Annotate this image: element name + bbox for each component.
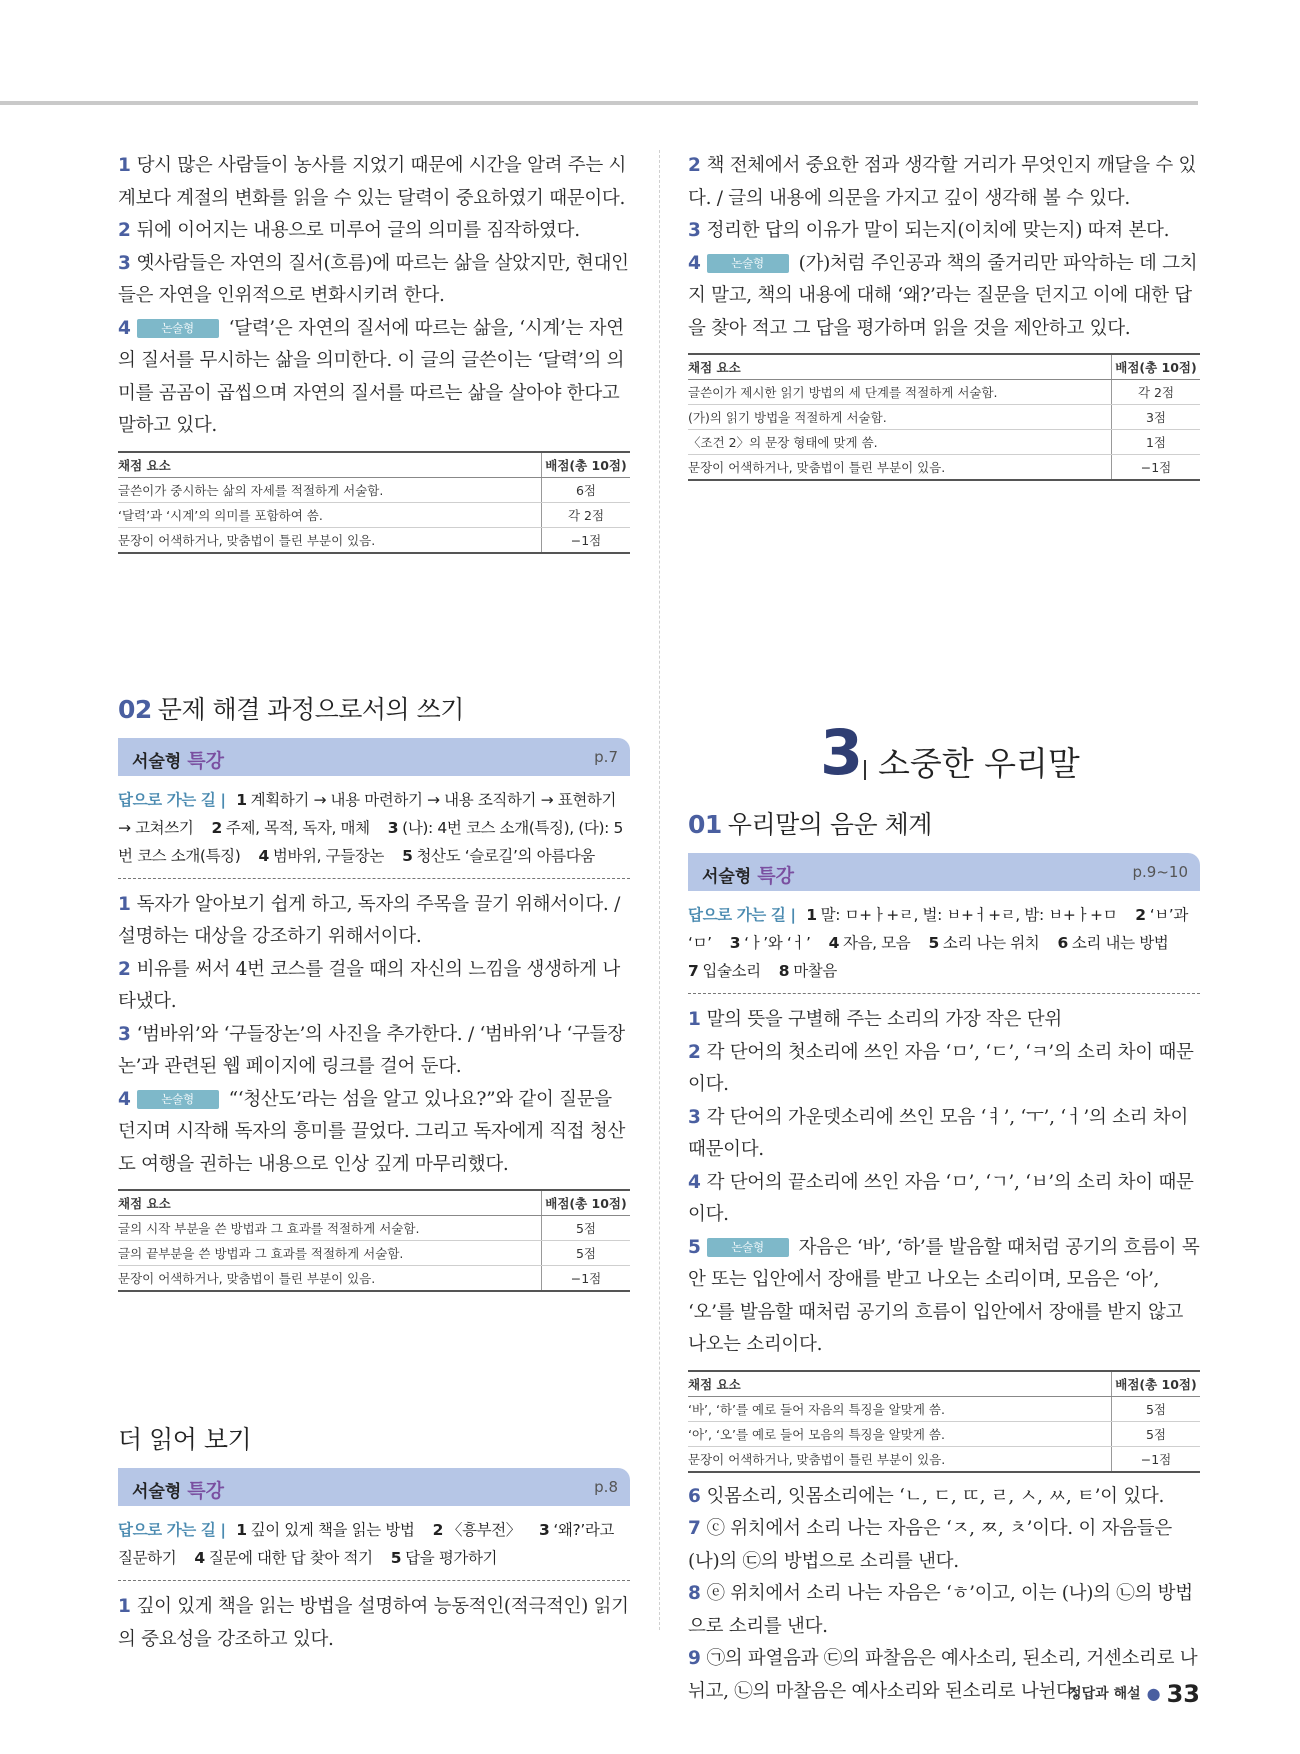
answer-1: 1 깊이 있게 책을 읽는 방법을 설명하여 능동적인(적극적인) 읽기의 중요성을 강조하고 있다.	[118, 1596, 629, 1650]
answer-5: 5 논술형 자음은 ‘바’, ‘하’를 발음할 때처럼 공기의 흐름이 목안 또는 입안에서 장애를 받고 나오는 소리이며, 모음은 ‘아’, ‘오’를 발음할 때처럼 공기의 흐름이 입안에서 장애를 받지 않고 나오는 소리이다.	[688, 1236, 1200, 1355]
page-ref: p.8	[594, 1478, 618, 1496]
unit-title-separator	[864, 760, 866, 780]
answer-2: 2 각 단어의 첫소리에 쓰인 자음 ‘ㅁ’, ‘ㄷ’, ‘ㅋ’의 소리 차이 때문이다.	[688, 1041, 1194, 1095]
answer-1: 1 당시 많은 사람들이 농사를 지었기 때문에 시간을 알려 주는 시계보다 계절의 변화를 읽을 수 있는 달력이 중요하였기 때문이다.	[118, 155, 627, 209]
answer-4: 4 논술형 (가)처럼 주인공과 책의 줄거리만 파악하는 데 그치지 말고, 책의 내용에 대해 ‘왜?’라는 질문을 던지고 이에 대한 답을 찾아 적고 그 답을 평가하며 읽을 것을 제안하고 있다.	[688, 252, 1198, 339]
column-divider	[659, 150, 660, 1630]
table-row: 문장이 어색하거나, 맞춤법이 틀린 부분이 있음. −1점	[118, 527, 630, 553]
table-row: (가)의 읽기 방법을 적절하게 서술함. 3점	[688, 405, 1200, 430]
score-table: 채점 요소 배점(총 10점) 글쓴이가 제시한 읽기 방법의 세 단계를 적절하게 서술함. 각 2점 (가)의 읽기 방법을 적절하게 서술함. 3점 〈조건 2〉의 문장 형태에 맞게 씀. 1점 문장이 어색하거나, 맞춤법이 틀린 부분이 있음. −1점	[688, 353, 1200, 481]
table-row: 〈조건 2〉의 문장 형태에 맞게 씀. 1점	[688, 430, 1200, 455]
left-column	[118, 150, 630, 1656]
answer-3: 3 정리한 답의 이유가 말이 되는지(이치에 맞는지) 따져 본다.	[688, 220, 1170, 241]
table-row: ‘달력’과 ‘시계’의 의미를 포함하여 씀. 각 2점	[118, 502, 630, 527]
section-bar: 서술형 특강 p.8	[118, 1468, 630, 1506]
essay-badge: 논술형	[707, 254, 789, 273]
table-row: 글쓴이가 제시한 읽기 방법의 세 단계를 적절하게 서술함. 각 2점	[688, 380, 1200, 405]
page-ref: p.7	[594, 747, 618, 766]
table-row: 문장이 어색하거나, 맞춤법이 틀린 부분이 있음. −1점	[688, 1446, 1200, 1472]
answer-4: 4 논술형 “‘청산도’라는 섬을 알고 있나요?”와 같이 질문을 던지며 시작해 독자의 흥미를 끌었다. 그리고 독자에게 직접 청산도 여행을 권하는 내용으로 인상 깊게 마무리했다.	[118, 1088, 626, 1175]
answer-6: 6 잇몸소리, 잇몸소리에는 ‘ㄴ, ㄷ, ㄸ, ㄹ, ㅅ, ㅆ, ㅌ’이 있다.	[688, 1485, 1165, 1507]
table-row: 글쓴이가 중시하는 삶의 자세를 적절하게 서술함. 6점	[118, 477, 630, 502]
answer-2: 2 뒤에 이어지는 내용으로 미루어 글의 의미를 짐작하였다.	[118, 220, 580, 241]
answer-4: 4 논술형 ‘달력’은 자연의 질서에 따르는 삶을, ‘시계’는 자연의 질서를 무시하는 삶을 의미한다. 이 글의 글쓴이는 ‘달력’의 의미를 곰곰이 곱씹으며 자연의 질서를 따르는 삶을 살아야 한다고 말하고 있다.	[118, 317, 625, 436]
page-footer	[1068, 1680, 1200, 1708]
answer-guide: 답으로 가는 길 | 1 깊이 있게 책을 읽는 방법 2 〈흥부전〉 3 ‘왜?’라고 질문하기 4 질문에 대한 답 찾아 적기 5 답을 평가하기	[118, 1521, 614, 1567]
dashed-divider	[688, 993, 1200, 994]
dashed-divider	[118, 878, 630, 879]
top-rule	[0, 101, 1198, 105]
answer-guide: 답으로 가는 길 | 1 말: ㅁ+ㅏ+ㄹ, 벌: ㅂ+ㅓ+ㄹ, 밤: ㅂ+ㅏ+ㅁ 2 ‘ㅂ’과 ‘ㅁ’ 3 ‘ㅏ’와 ‘ㅓ’ 4 자음, 모음 5 소리 나는 위치 6 소리 내는 방법 7 입술소리 8 마찰음	[688, 906, 1188, 980]
answer-2: 2 책 전체에서 중요한 점과 생각할 거리가 무엇인지 깨달을 수 있다. / 글의 내용에 의문을 가지고 깊이 생각해 볼 수 있다.	[688, 155, 1197, 209]
page-ref: p.9~10	[1132, 863, 1188, 881]
answer-7: 7 ⓒ 위치에서 소리 나는 자음은 ‘ㅈ, ㅉ, ㅊ’이다. 이 자음들은 (나)의 ㉢의 방법으로 소리를 낸다.	[688, 1518, 1172, 1572]
right-column	[688, 150, 1200, 1708]
answer-3: 3 ‘범바위’와 ‘구들장논’의 사진을 추가한다. / ‘범바위’나 ‘구들장논’과 관련된 웹 페이지에 링크를 걸어 둔다.	[118, 1023, 625, 1077]
table-row: 문장이 어색하거나, 맞춤법이 틀린 부분이 있음. −1점	[118, 1266, 630, 1292]
table-row: 문장이 어색하거나, 맞춤법이 틀린 부분이 있음. −1점	[688, 455, 1200, 481]
answer-3: 3 각 단어의 가운뎃소리에 쓰인 모음 ‘ㅕ’, ‘ㅜ’, ‘ㅓ’의 소리 차이 때문이다.	[688, 1106, 1189, 1160]
essay-badge: 논술형	[707, 1238, 789, 1257]
essay-badge: 논술형	[137, 1090, 219, 1109]
answer-4: 4 각 단어의 끝소리에 쓰인 자음 ‘ㅁ’, ‘ㄱ’, ‘ㅂ’의 소리 차이 때문이다.	[688, 1171, 1194, 1225]
answer-2: 2 비유를 써서 4번 코스를 걸을 때의 자신의 느낌을 생생하게 나타냈다.	[118, 958, 620, 1012]
section-title-02: 02 문제 해결 과정으로서의 쓰기	[118, 694, 464, 724]
table-row: 글의 끝부분을 쓴 방법과 그 효과를 적절하게 서술함. 5점	[118, 1241, 630, 1266]
section-title-more: 더 읽어 보기	[118, 1425, 252, 1454]
answer-3: 3 옛사람들은 자연의 질서(흐름)에 따르는 삶을 살았지만, 현대인들은 자연을 인위적으로 변화시키려 한다.	[118, 252, 629, 306]
answer-9: 9 ㉠의 파열음과 ㉢의 파찰음은 예사소리, 된소리, 거센소리로 나뉘고, ㉡의 마찰음은 예사소리와 된소리로 나뉜다.	[688, 1648, 1198, 1702]
answer-8: 8 ⓔ 위치에서 소리 나는 자음은 ‘ㅎ’이고, 이는 (나)의 ㉡의 방법으로 소리를 낸다.	[688, 1583, 1193, 1637]
dashed-divider	[118, 1580, 630, 1581]
section-bar: 서술형 특강 p.9~10	[688, 853, 1200, 891]
footer-label: 정답과 해설	[1068, 1686, 1141, 1702]
table-row: ‘아’, ‘오’를 예로 들어 모음의 특징을 알맞게 씀. 5점	[688, 1421, 1200, 1446]
answer-guide: 답으로 가는 길 | 1 계획하기 → 내용 마련하기 → 내용 조직하기 → 표현하기 → 고쳐쓰기 2 주제, 목적, 독자, 매체 3 (나): 4번 코스 소개(특징), (다): 5번 코스 소개(특징) 4 범바위, 구들장논 5 청산도 ‘슬로길’의 아름다움	[118, 790, 623, 865]
answer-1: 1 독자가 알아보기 쉽게 하고, 독자의 주목을 끌기 위해서이다. / 설명하는 대상을 강조하기 위해서이다.	[118, 893, 621, 947]
bullet-icon: ●	[1146, 1684, 1161, 1703]
page-number: 33	[1166, 1680, 1200, 1708]
table-row: 글의 시작 부분을 쓴 방법과 그 효과를 적절하게 서술함. 5점	[118, 1216, 630, 1241]
table-row: ‘바’, ‘하’를 예로 들어 자음의 특징을 알맞게 씀. 5점	[688, 1396, 1200, 1421]
answer-1: 1 말의 뜻을 구별해 주는 소리의 가장 작은 단위	[688, 1009, 1062, 1030]
score-table: 채점 요소 배점(총 10점) 글쓴이가 중시하는 삶의 자세를 적절하게 서술함. 6점 ‘달력’과 ‘시계’의 의미를 포함하여 씀. 각 2점 문장이 어색하거나, 맞춤법이 틀린 부분이 있음. −1점	[118, 451, 630, 554]
unit-name: 소중한 우리말	[878, 744, 1080, 783]
score-table: 채점 요소 배점(총 10점) 글의 시작 부분을 쓴 방법과 그 효과를 적절하게 서술함. 5점 글의 끝부분을 쓴 방법과 그 효과를 적절하게 서술함. 5점 문장이 어색하거나, 맞춤법이 틀린 부분이 있음. −1점	[118, 1189, 630, 1292]
essay-badge: 논술형	[137, 319, 219, 338]
unit-number: 3	[820, 716, 864, 789]
score-table: 채점 요소 배점(총 10점) ‘바’, ‘하’를 예로 들어 자음의 특징을 알맞게 씀. 5점 ‘아’, ‘오’를 예로 들어 모음의 특징을 알맞게 씀. 5점 문장이 어색하거나, 맞춤법이 틀린 부분이 있음. −1점	[688, 1370, 1200, 1473]
section-title-01: 01 우리말의 음운 체계	[688, 810, 932, 839]
section-bar: 서술형 특강 p.7	[118, 738, 630, 776]
